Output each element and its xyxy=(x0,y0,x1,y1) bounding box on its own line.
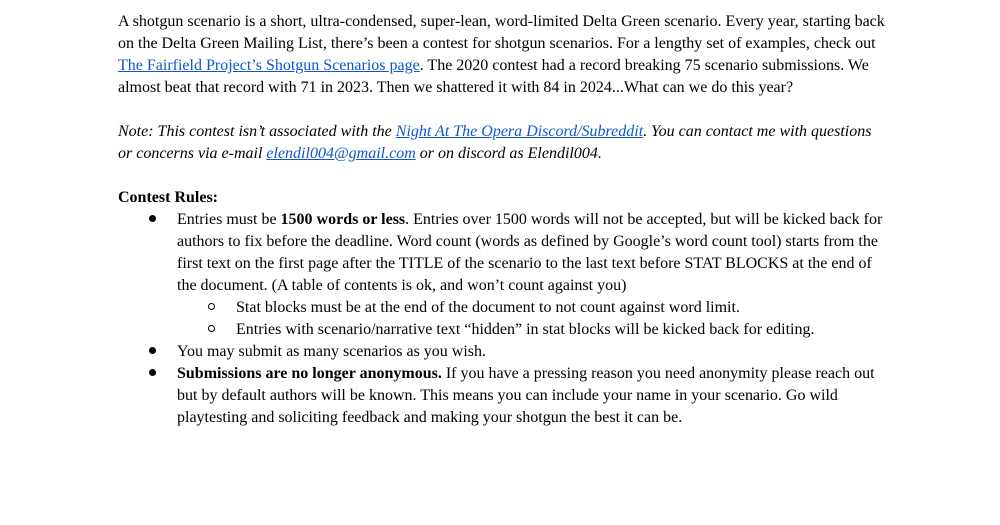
sub-item-text: Entries with scenario/narrative text “hidden” in stat blocks will be kicked back for editing. xyxy=(236,321,815,338)
rule-item-word-limit xyxy=(118,209,888,341)
document-page xyxy=(118,11,888,429)
note-text-middle: . You can contact me with questions or concerns via e-mail xyxy=(118,123,872,162)
circle-bullet-icon xyxy=(208,319,215,341)
sub-item-stat-blocks xyxy=(177,297,888,319)
intro-text-before-link: A shotgun scenario is a short, ultra-condensed, super-lean, word-limited Delta Green scenario. Every year, starting back on the Delta Green Mailing List, there’s been a contest for shotgun scenarios. For a lengthy set of examples, check out xyxy=(118,13,885,52)
sub-item-hidden-text xyxy=(177,319,888,341)
rule-1-text-before-bold: Entries must be xyxy=(177,211,281,228)
email-link[interactable]: elendil004@gmail.com xyxy=(266,145,416,162)
rule-2-text: You may submit as many scenarios as you wish. xyxy=(177,343,487,360)
rule-item-multiple-submissions xyxy=(118,341,888,363)
sub-item-text: Stat blocks must be at the end of the document to not count against word limit. xyxy=(236,299,740,316)
bullet-icon xyxy=(149,341,163,363)
rule-3-text-after-bold: If you have a pressing reason you need anonymity please reach out but by default authors will be known. This means you can include your name in your scenario. Go wild playtesting and soliciting feedback and making your shotgun the best it can be. xyxy=(177,365,875,426)
note-paragraph xyxy=(118,121,888,165)
intro-text-after-link: . The 2020 contest had a record breaking 75 scenario submissions. We almost beat that record with 71 in 2023. Then we shattered it with 84 in 2024...What can we do this year? xyxy=(118,57,869,96)
intro-paragraph xyxy=(118,11,888,99)
rules-heading: Contest Rules: xyxy=(118,189,218,206)
rule-item-anonymity xyxy=(118,363,888,429)
rule-1-text-after-bold: . Entries over 1500 words will not be accepted, but will be kicked back for authors to fix before the deadline. Word count (words as defined by Google’s word count tool) starts from the first text on the first page after the TITLE of the scenario to the last text before STAT BLOCKS at the end of the document. (A table of contents is ok, and won’t count against you) xyxy=(177,211,883,294)
bullet-icon xyxy=(149,363,163,385)
bullet-icon xyxy=(149,209,163,231)
rule-1-sublist xyxy=(177,297,888,341)
note-text-after-email: or on discord as Elendil004. xyxy=(415,145,602,162)
note-text-before-link: Note: This contest isn’t associated with the xyxy=(118,123,396,140)
rules-list xyxy=(118,209,888,429)
rule-3-bold-text: Submissions are no longer anonymous. xyxy=(177,365,442,382)
fairfield-project-link[interactable]: The Fairfield Project’s Shotgun Scenarios page xyxy=(118,57,420,74)
circle-bullet-icon xyxy=(208,297,215,319)
rule-1-bold-text: 1500 words or less xyxy=(280,211,406,228)
night-at-the-opera-link[interactable]: Night At The Opera Discord/Subreddit xyxy=(395,123,644,140)
